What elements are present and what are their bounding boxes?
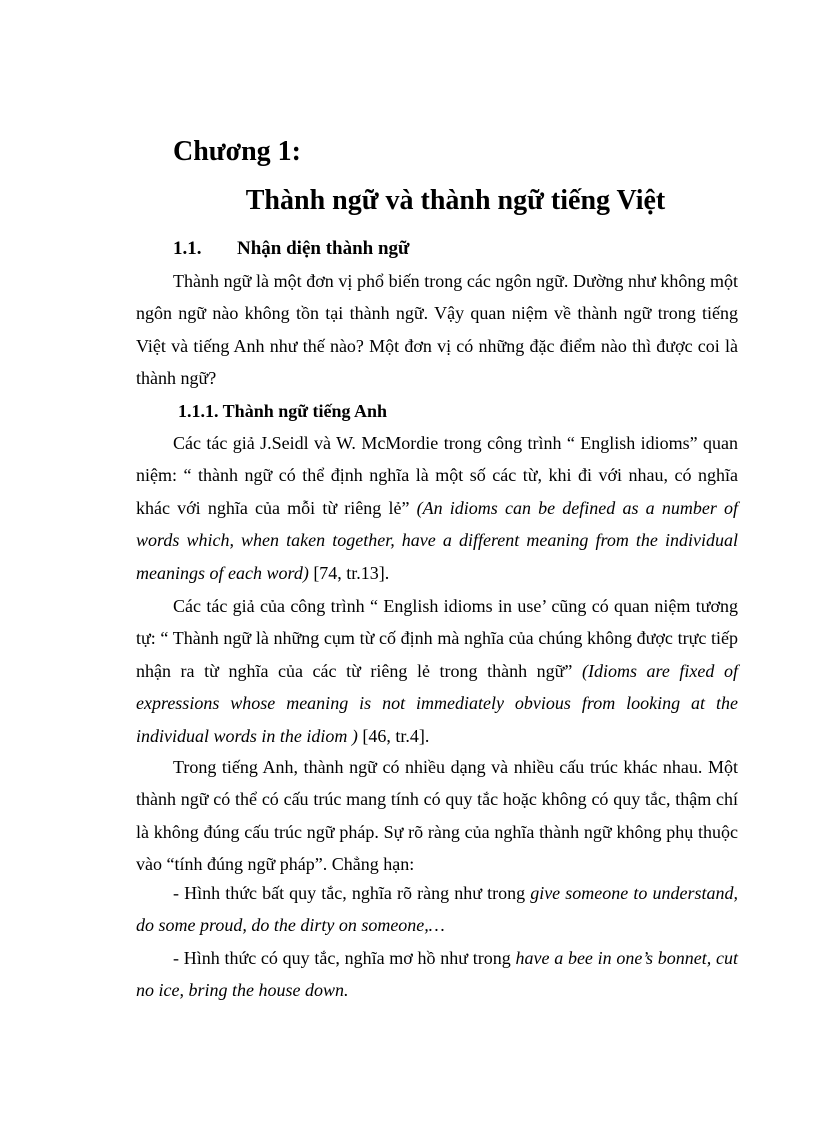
english-quote: (An idioms can be defined as a number of words which, when taken together, have a different meaning from the individual meanings of each word): [136, 497, 738, 583]
citation: [46, tr.4].: [357, 725, 430, 746]
example-idioms: have a bee in one’s bonnet, cut no ice, bring the house down.: [136, 948, 738, 1001]
section-title: Nhận diện thành ngữ: [237, 238, 410, 259]
english-quote: (Idioms are fixed of expressions whose meaning is not immediately obvious from looking at the individual words in the idiom ): [136, 660, 738, 746]
subsection-heading: 1.1.1. Thành ngữ tiếng Anh: [178, 401, 388, 421]
paragraph-idioms-in-use: [136, 590, 738, 752]
example-idioms: give someone to understand, do some proud, do the dirty on someone,…: [136, 883, 738, 936]
chapter-label: Chương 1:: [173, 136, 301, 167]
paragraph-intro: Thành ngữ là một đơn vị phổ biến trong các ngôn ngữ. Dường như không một ngôn ngữ nào không tồn tại thành ngữ. Vậy quan niệm về thành ngữ trong tiếng Việt và tiếng Anh như thế nào? Một đơn vị có những đặc điểm nào thì được coi là thành ngữ?: [136, 271, 738, 389]
paragraph-text: Các tác giả J.Seidl và W. McMordie trong công trình “ English idioms” quan niệm: “ thành ngữ có thể định nghĩa là một số các từ, khi đi với nhau, có nghĩa khác với nghĩa của mỗi từ riêng lẻ”: [136, 433, 738, 518]
bullet-regular-form: [136, 942, 738, 1007]
paragraph-structure: Trong tiếng Anh, thành ngữ có nhiều dạng và nhiều cấu trúc khác nhau. Một thành ngữ có thể có cấu trúc mang tính có quy tắc hoặc không có quy tắc, thậm chí là không đúng cấu trúc ngữ pháp. Sự rõ ràng của nghĩa thành ngữ không phụ thuộc vào “tính đúng ngữ pháp”. Chẳng hạn:: [136, 757, 738, 875]
section-number: 1.1.: [173, 238, 202, 259]
section-heading: [173, 234, 409, 264]
citation: [74, tr.13].: [308, 562, 390, 583]
bullet-text: - Hình thức có quy tắc, nghĩa mơ hồ như trong: [173, 948, 516, 968]
chapter-title: Thành ngữ và thành ngữ tiếng Việt: [245, 185, 666, 216]
bullet-irregular-form: [136, 877, 738, 942]
bullet-text: - Hình thức bất quy tắc, nghĩa rõ ràng như trong: [173, 883, 531, 903]
paragraph-seidl-definition: [136, 427, 738, 589]
paragraph-text: Các tác giả của công trình “ English idioms in use’ cũng có quan niệm tương tự: “ Thành ngữ là những cụm từ cố định mà nghĩa của chúng không được trực tiếp nhận ra từ nghĩa của các từ riêng lẻ trong thành ngữ”: [136, 596, 738, 681]
